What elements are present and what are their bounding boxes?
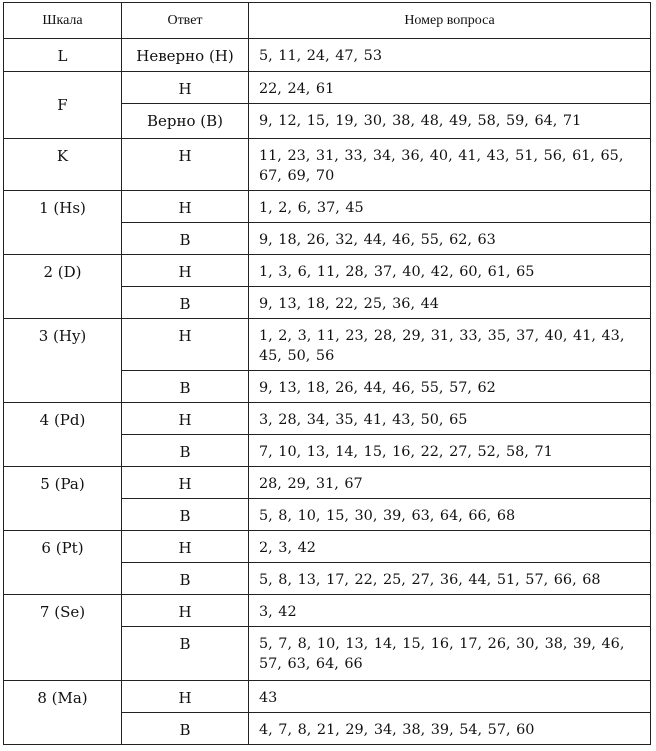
questions-cell: 9, 13, 18, 26, 44, 46, 55, 57, 62	[249, 371, 651, 403]
header-answer: Ответ	[122, 3, 249, 39]
table-row	[4, 681, 651, 713]
questions-cell: 1, 2, 6, 37, 45	[249, 191, 651, 223]
scale-cell: F	[4, 72, 122, 139]
table-row	[4, 191, 651, 223]
questions-cell: 5, 7, 8, 10, 13, 14, 15, 16, 17, 26, 30, 38, 39, 46, 57, 63, 64, 66	[249, 627, 651, 681]
answer-cell: В	[122, 713, 249, 745]
answer-cell: Н	[122, 467, 249, 499]
answer-cell: Н	[122, 191, 249, 223]
answer-cell: В	[122, 435, 249, 467]
questions-cell: 4, 7, 8, 21, 29, 34, 38, 39, 54, 57, 60	[249, 713, 651, 745]
questions-cell: 3, 28, 34, 35, 41, 43, 50, 65	[249, 403, 651, 435]
scale-cell: 2 (D)	[4, 255, 122, 319]
table-row	[4, 403, 651, 435]
answer-cell: В	[122, 371, 249, 403]
table-row	[4, 595, 651, 627]
table-row	[4, 39, 651, 72]
questions-cell: 2, 3, 42	[249, 531, 651, 563]
scale-cell: 5 (Pa)	[4, 467, 122, 531]
scale-cell: 4 (Pd)	[4, 403, 122, 467]
table-row	[4, 255, 651, 287]
table-row	[4, 139, 651, 191]
questions-cell: 5, 8, 10, 15, 30, 39, 63, 64, 66, 68	[249, 499, 651, 531]
scale-cell: 1 (Hs)	[4, 191, 122, 255]
header-scale: Шкала	[4, 3, 122, 39]
answer-cell: Н	[122, 531, 249, 563]
questions-cell: 9, 12, 15, 19, 30, 38, 48, 49, 58, 59, 64, 71	[249, 104, 651, 139]
questions-cell: 1, 2, 3, 11, 23, 28, 29, 31, 33, 35, 37, 40, 41, 43, 45, 50, 56	[249, 319, 651, 371]
answer-cell: Н	[122, 255, 249, 287]
answer-cell: Верно (В)	[122, 104, 249, 139]
table-row	[4, 319, 651, 371]
questions-cell: 43	[249, 681, 651, 713]
scoring-key-table	[3, 2, 651, 745]
scale-cell: L	[4, 39, 122, 72]
header-questions: Номер вопроса	[249, 3, 651, 39]
answer-cell: Н	[122, 72, 249, 104]
scale-cell: 6 (Pt)	[4, 531, 122, 595]
answer-cell: Н	[122, 681, 249, 713]
questions-cell: 11, 23, 31, 33, 34, 36, 40, 41, 43, 51, 56, 61, 65, 67, 69, 70	[249, 139, 651, 191]
table-row	[4, 531, 651, 563]
table-row	[4, 467, 651, 499]
table-row	[4, 72, 651, 104]
questions-cell: 9, 18, 26, 32, 44, 46, 55, 62, 63	[249, 223, 651, 255]
header-row	[4, 3, 651, 39]
answer-cell: В	[122, 627, 249, 681]
answer-cell: Н	[122, 319, 249, 371]
scale-cell: 8 (Ma)	[4, 681, 122, 745]
answer-cell: В	[122, 287, 249, 319]
answer-cell: Н	[122, 139, 249, 191]
answer-cell: Н	[122, 403, 249, 435]
questions-cell: 5, 11, 24, 47, 53	[249, 39, 651, 72]
questions-cell: 9, 13, 18, 22, 25, 36, 44	[249, 287, 651, 319]
answer-cell: Н	[122, 595, 249, 627]
questions-cell: 1, 3, 6, 11, 28, 37, 40, 42, 60, 61, 65	[249, 255, 651, 287]
questions-cell: 3, 42	[249, 595, 651, 627]
scale-cell: 3 (Hy)	[4, 319, 122, 403]
scale-cell: K	[4, 139, 122, 191]
questions-cell: 5, 8, 13, 17, 22, 25, 27, 36, 44, 51, 57, 66, 68	[249, 563, 651, 595]
questions-cell: 7, 10, 13, 14, 15, 16, 22, 27, 52, 58, 71	[249, 435, 651, 467]
answer-cell: В	[122, 499, 249, 531]
questions-cell: 22, 24, 61	[249, 72, 651, 104]
questions-cell: 28, 29, 31, 67	[249, 467, 651, 499]
answer-cell: В	[122, 223, 249, 255]
answer-cell: Неверно (Н)	[122, 39, 249, 72]
scale-cell: 7 (Se)	[4, 595, 122, 681]
answer-cell: В	[122, 563, 249, 595]
